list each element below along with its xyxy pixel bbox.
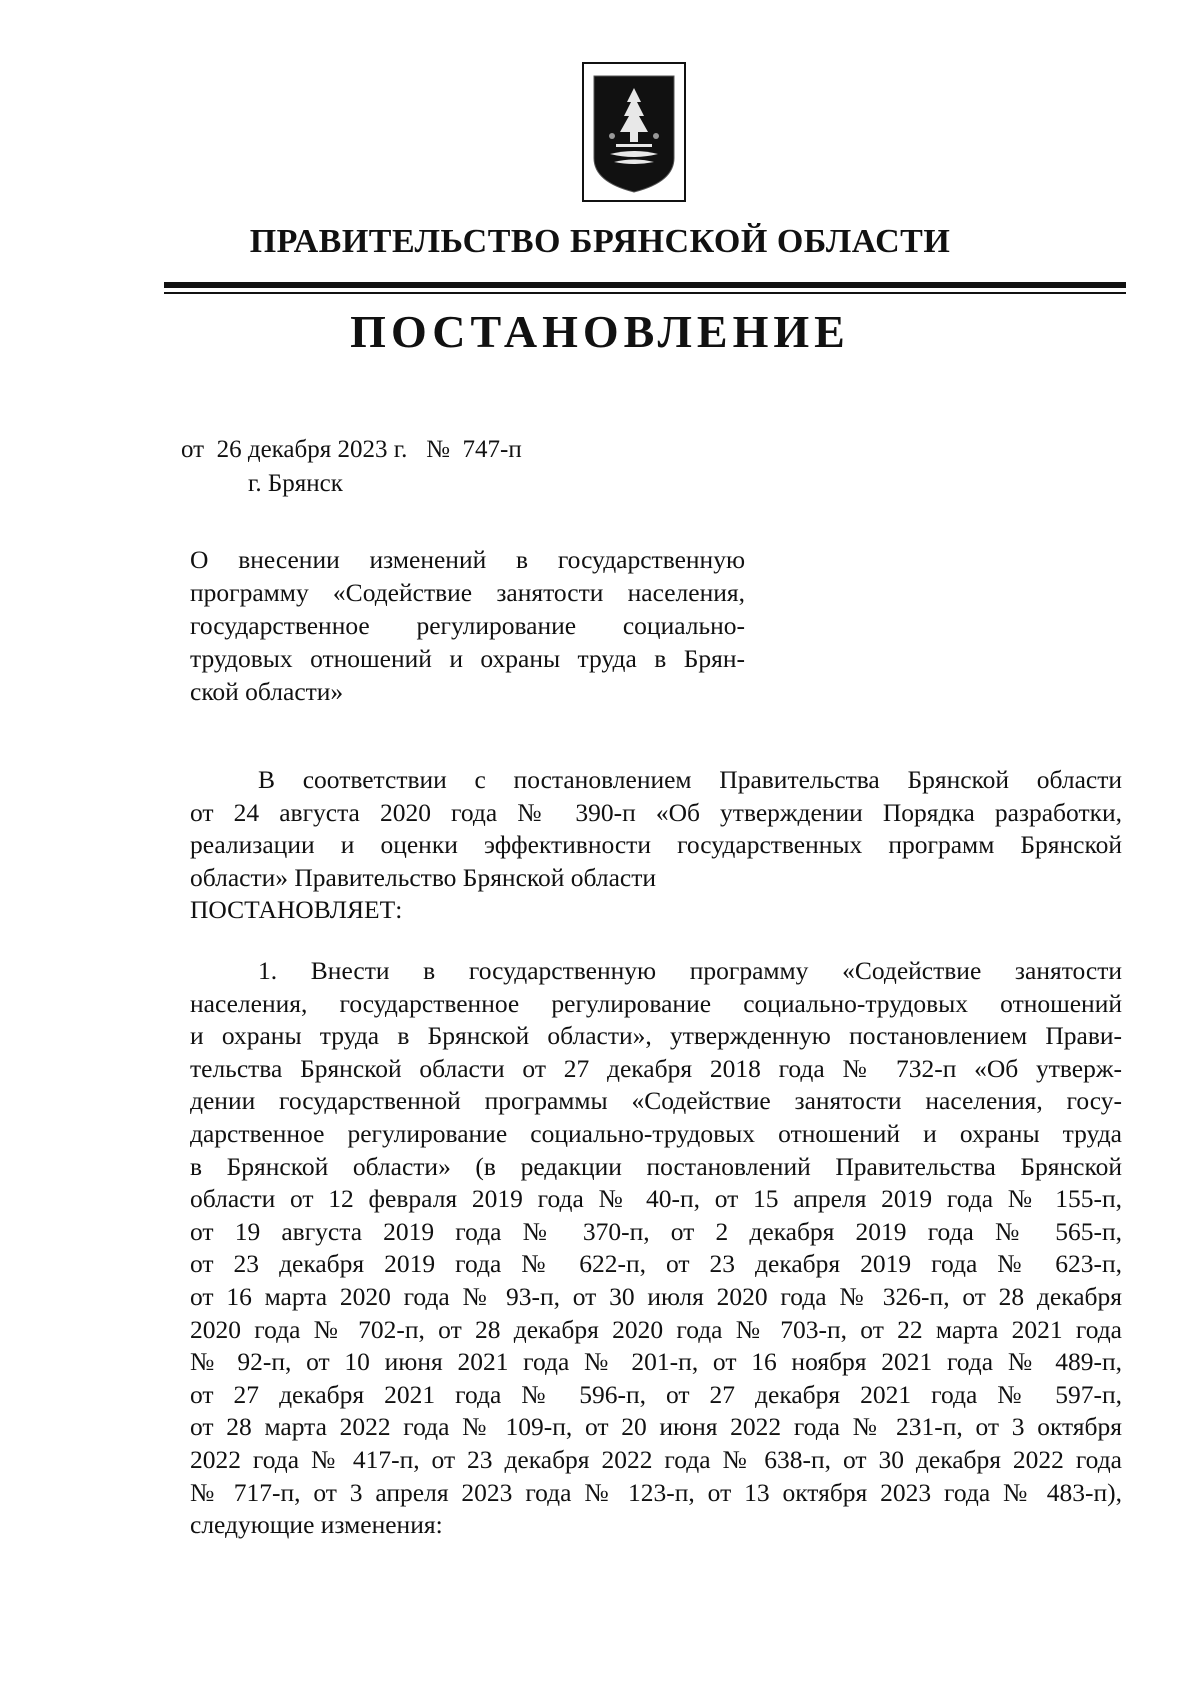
subject-line: государственное регулирование социально-	[190, 611, 745, 640]
paragraph-line: 2020 года № 702-п, от 28 декабря 2020 года № 703-п, от 22 марта 2021 года	[190, 1314, 1122, 1344]
document-date-number: от 26 декабря 2023 г. № 747-п	[181, 436, 522, 463]
bryansk-coat-of-arms-icon	[582, 62, 686, 202]
paragraph-line: тельства Брянской области от 27 декабря 2018 года № 732-п «Об утверж-	[190, 1053, 1122, 1083]
paragraph-line: от 19 августа 2019 года № 370-п, от 2 декабря 2019 года № 565-п,	[190, 1216, 1122, 1246]
decree-word	[190, 894, 1122, 927]
paragraph-line: № 717-п, от 3 апреля 2023 года № 123-п, от 13 октября 2023 года № 483-п),	[190, 1477, 1122, 1507]
subject-line: ской области»	[190, 677, 344, 706]
paragraph-line: № 92-п, от 10 июня 2021 года № 201-п, от 16 ноября 2021 года № 489-п,	[190, 1347, 1122, 1377]
paragraph-line: от 28 марта 2022 года № 109-п, от 20 июня 2022 года № 231-п, от 3 октября	[190, 1412, 1122, 1442]
paragraph-line: в Брянской области» (в редакции постановлений Правительства Брянской	[190, 1151, 1122, 1181]
paragraph-line: от 23 декабря 2019 года № 622-п, от 23 декабря 2019 года № 623-п,	[190, 1249, 1122, 1279]
paragraph-line: от 16 марта 2020 года № 93-п, от 30 июля 2020 года № 326-п, от 28 декабря	[190, 1281, 1122, 1311]
paragraph-line: следующие изменения:	[190, 1510, 443, 1540]
paragraph-line: 2022 года № 417-п, от 23 декабря 2022 года № 638-п, от 30 декабря 2022 года	[190, 1444, 1122, 1474]
document-subject	[190, 543, 745, 708]
item-1-paragraph	[190, 955, 1122, 1542]
header-divider-thick	[164, 282, 1126, 288]
paragraph-line: населения, государственное регулирование социально-трудовых отношений	[190, 988, 1122, 1018]
subject-line: О внесении изменений в государственную	[190, 545, 745, 574]
government-title: ПРАВИТЕЛЬСТВО БРЯНСКОЙ ОБЛАСТИ	[249, 223, 951, 260]
header-divider-thin	[164, 292, 1126, 294]
document-city: г. Брянск	[248, 470, 343, 497]
subject-line: программу «Содействие занятости населения,	[190, 578, 745, 607]
document-type-title: ПОСТАНОВЛЕНИЕ	[350, 306, 850, 357]
paragraph-line: от 24 августа 2020 года № 390-п «Об утверждении Порядка разработки,	[190, 797, 1122, 827]
decree-word-text: ПОСТАНОВЛЯЕТ:	[190, 895, 403, 924]
subject-line: трудовых отношений и охраны труда в Брян-	[190, 644, 745, 673]
paragraph-line: дении государственной программы «Содействие занятости населения, госу-	[190, 1086, 1122, 1116]
paragraph-line: В соответствии с постановлением Правительства Брянской области	[258, 765, 1122, 794]
paragraph-line: области» Правительство Брянской области	[190, 862, 656, 892]
paragraph-line: и охраны труда в Брянской области», утвержденную постановлением Прави-	[190, 1021, 1122, 1051]
preamble-paragraph	[190, 764, 1122, 894]
paragraph-line: реализации и оценки эффективности государственных программ Брянской	[190, 830, 1122, 860]
paragraph-line: от 27 декабря 2021 года № 596-п, от 27 декабря 2021 года № 597-п,	[190, 1379, 1122, 1409]
paragraph-line: дарственное регулирование социально-трудовых отношений и охраны труда	[190, 1118, 1122, 1148]
paragraph-line: 1. Внести в государственную программу «Содействие занятости	[258, 956, 1122, 985]
paragraph-line: области от 12 февраля 2019 года № 40-п, от 15 апреля 2019 года № 155-п,	[190, 1184, 1122, 1214]
